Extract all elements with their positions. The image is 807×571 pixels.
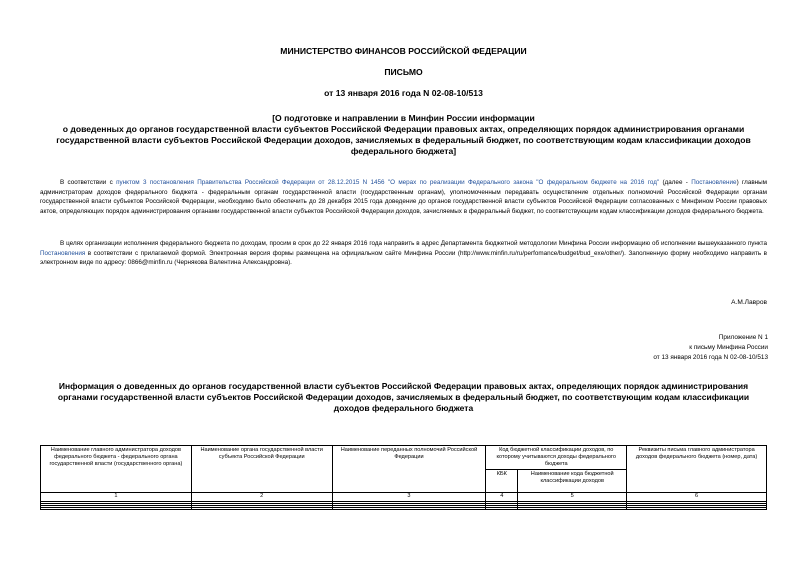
info-title-line: органами государственной власти субъектов Российской Федерации доходов, зачисляемых в федеральный бюджет, по соответствующим кодам классификации xyxy=(57,392,750,402)
subject-line: государственной власти субъектов Российской Федерации доходов, зачисляемых в федеральный бюджет, по соответствующим кодам классификации доходов xyxy=(56,135,751,145)
paragraph-text: в соответствии с прилагаемой формой. Электронная версия формы размещена на официальном сайте Минфина России (http://www.minfin.ru/ru/perfomance/budget/bud_exe/other/). Заполненную форму необходимо направить в электронном виде по адресу: 0866@minfin.ru (Чернякова Валентина Александровна). xyxy=(40,249,767,267)
table-header-row xyxy=(41,446,767,470)
header-cell-administrator: Наименование главного администратора доходов федерального бюджета - федерального органа государственной власти (государственного органа) xyxy=(41,446,192,493)
column-number: 3 xyxy=(332,493,486,502)
header-cell-kbk: КБК xyxy=(486,470,518,493)
appendix-line: от 13 января 2016 года N 02-08-10/513 xyxy=(653,354,768,361)
subject-line: [О подготовке и направлении в Минфин России информации xyxy=(272,113,535,123)
column-number: 2 xyxy=(191,493,332,502)
header-cell-regional-body: Наименование органа государственной власти субъекта Российской Федерации xyxy=(191,446,332,493)
column-number: 1 xyxy=(41,493,192,502)
subject-line: федерального бюджета] xyxy=(350,146,457,156)
header-cell-letter-details: Реквизиты письма главного администратора доходов федерального бюджета (номер, дата) xyxy=(627,446,767,493)
subject-block xyxy=(0,113,807,157)
resolution-link[interactable]: Постановление xyxy=(691,179,737,186)
info-title-line: Информация о доведенных до органов государственной власти субъектов Российской Федерации правовых актах, определяющих порядок администрирования xyxy=(58,381,749,391)
header-cell-powers: Наименование переданных полномочий Российской Федерации xyxy=(332,446,486,493)
column-number: 4 xyxy=(486,493,518,502)
column-number: 6 xyxy=(627,493,767,502)
column-number: 5 xyxy=(518,493,627,502)
paragraph-text: В целях организации исполнения федерального бюджета по доходам, просим в срок до 22 января 2016 года направить в адрес Департамента бюджетной методологии Минфина России информацию об исполнении вышеуказанного пункта xyxy=(60,240,767,247)
header-cell-budget-code: Код бюджетной классификации доходов, по которому учитываются доходы федерального бюджета xyxy=(486,446,627,470)
appendix-line: Приложение N 1 xyxy=(718,334,768,341)
paragraph-1 xyxy=(40,178,767,216)
document-type: ПИСЬМО xyxy=(384,67,423,77)
paragraph-text: В соответствии с xyxy=(60,179,117,186)
law-reference-link[interactable]: пунктом 3 постановления Правительства Российской Федерации от 28.12.2015 N 1456 "О мерах по реализации Федерального закона "О федеральном бюджете на 2016 год" xyxy=(116,179,660,186)
appendix-line: к письму Минфина России xyxy=(689,344,768,351)
paragraph-text: (далее - xyxy=(659,179,692,186)
subject-line: о доведенных до органов государственной власти субъектов Российской Федерации правовых актах, определяющих порядок администрирования органами xyxy=(62,124,745,134)
appendix-note xyxy=(653,333,768,363)
table-number-row xyxy=(41,493,767,502)
info-title-line: доходов федерального бюджета xyxy=(333,403,474,413)
info-form-table xyxy=(40,445,767,510)
ministry-title: МИНИСТЕРСТВО ФИНАНСОВ РОССИЙСКОЙ ФЕДЕРАЦИИ xyxy=(280,46,527,56)
document-date-number: от 13 января 2016 года N 02-08-10/513 xyxy=(324,88,483,98)
paragraph-2 xyxy=(40,239,767,268)
info-title xyxy=(0,381,807,414)
header-cell-code-name: Наименование кода бюджетной классификации доходов xyxy=(518,470,627,493)
resolution-link[interactable]: Постановления xyxy=(40,249,86,257)
table-row xyxy=(41,508,767,510)
paragraph-text: ) главным администраторам доходов федерального бюджета - федеральным органам государственной власти (государственным органам), уполномоченным передавать осуществление отдельных полномочий Российской Федерации органам государственной власти субъектов Российской Федерации, необходимо было обеспечить до 28 декабря 2015 года доведение до органов государственной власти субъектов Российской Федерации согласованных с Минфином России правовых актов, определяющих порядок администрирования органами государственной власти субъектов Российской Федерации доходов, зачисляемых в федеральный бюджет, по соответствующим кодам классификации доходов федерального бюджета. xyxy=(40,179,768,215)
signature: А.М.Лавров xyxy=(731,299,767,306)
